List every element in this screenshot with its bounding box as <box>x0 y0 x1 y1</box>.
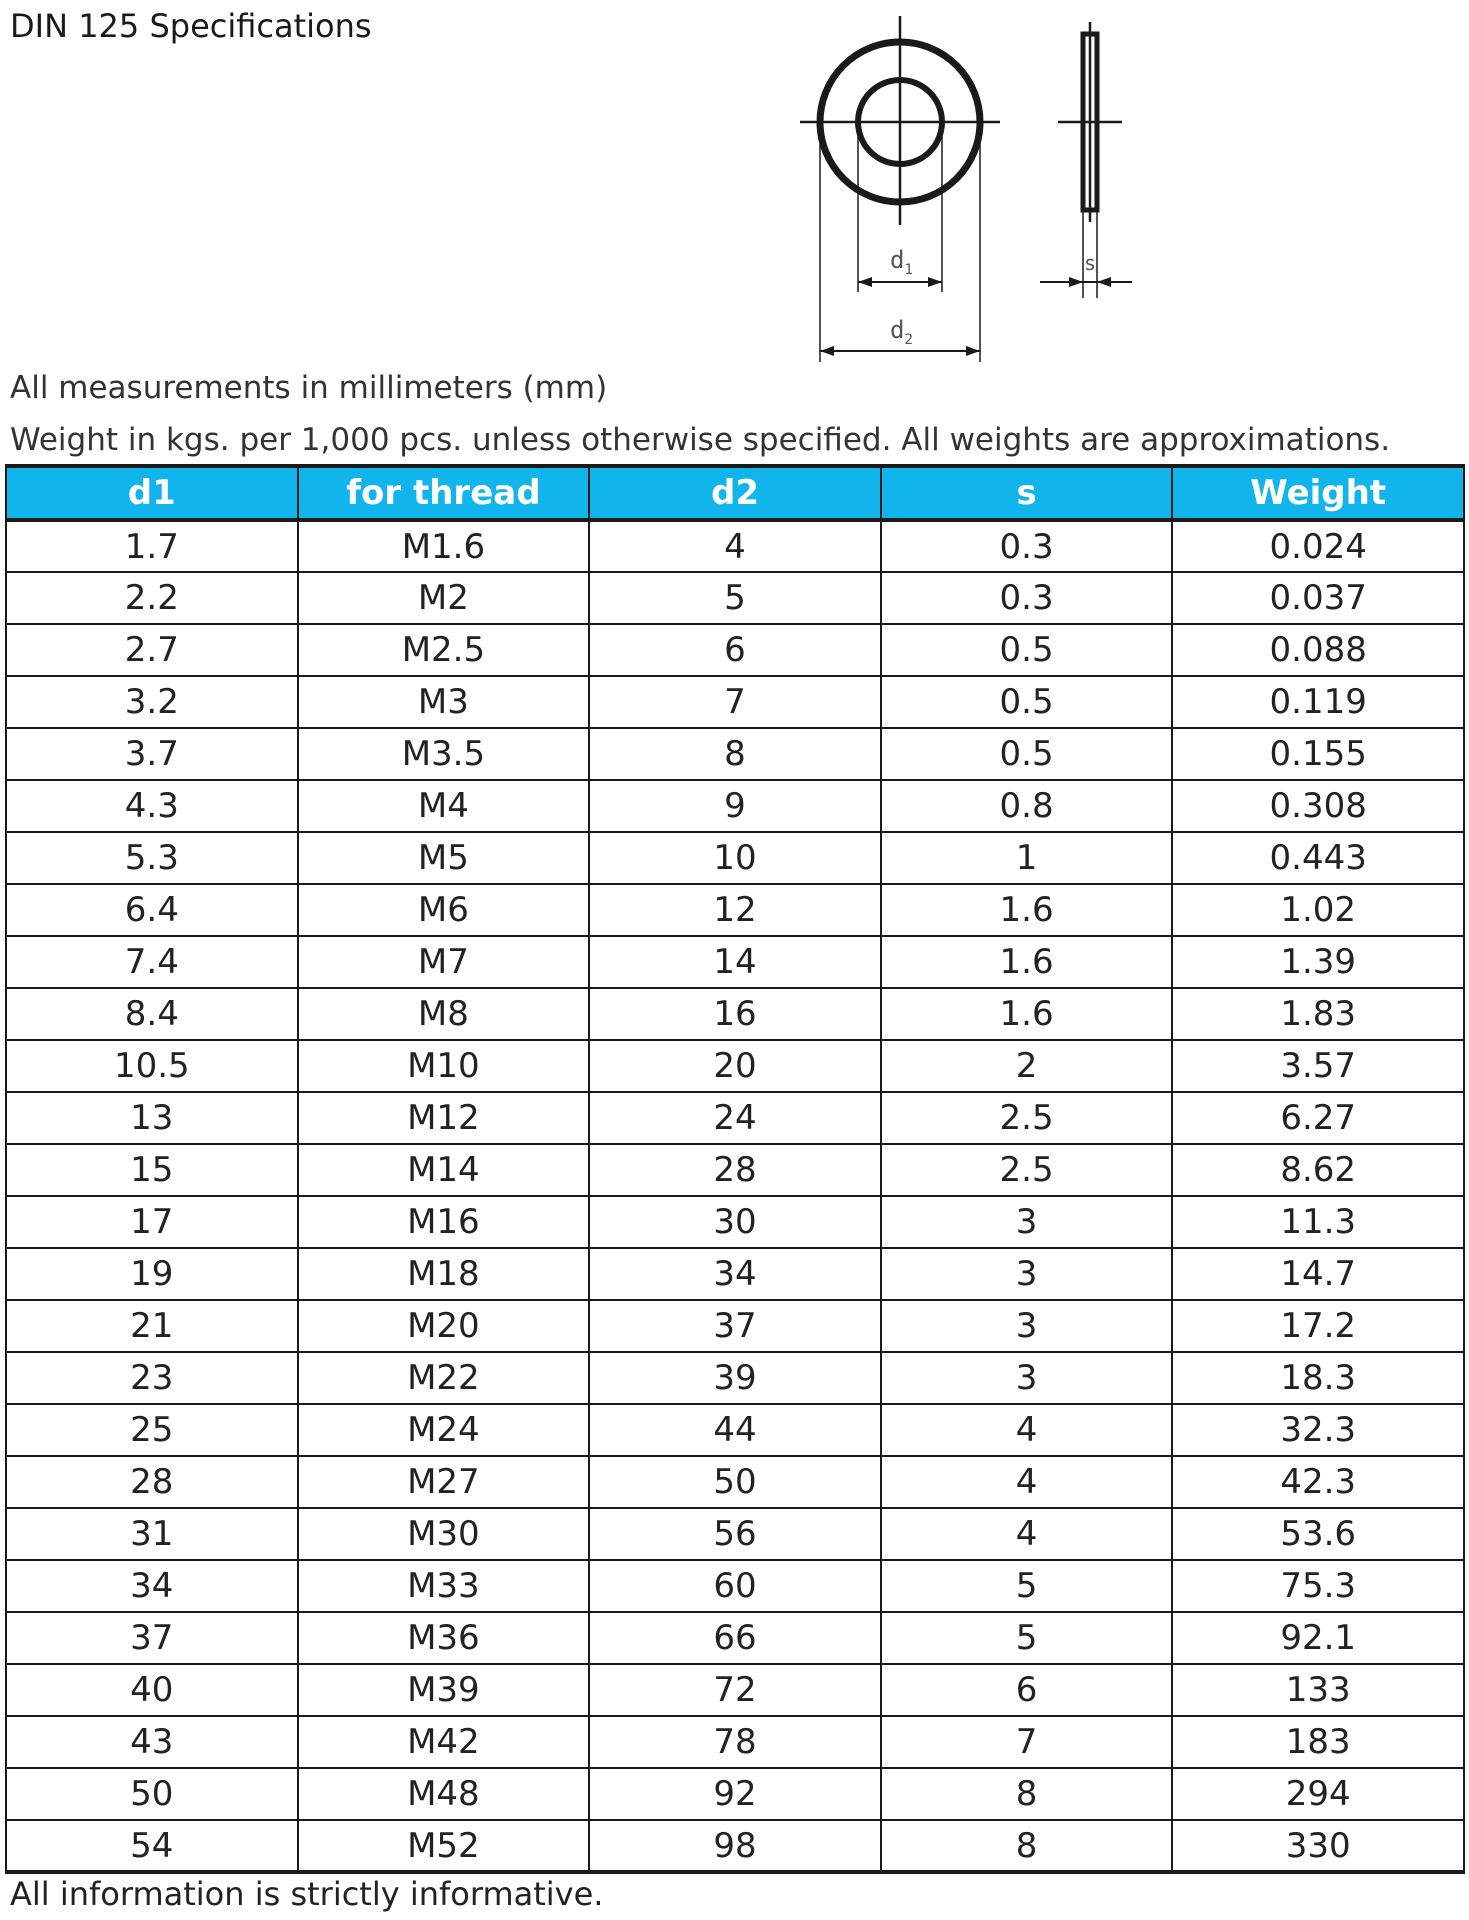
column-header-weight: Weight <box>1172 466 1464 520</box>
cell-d1: 10.5 <box>6 1040 298 1092</box>
cell-weight: 0.037 <box>1172 572 1464 624</box>
cell-weight: 294 <box>1172 1768 1464 1820</box>
cell-d1: 6.4 <box>6 884 298 936</box>
cell-thread: M8 <box>298 988 590 1040</box>
cell-weight: 75.3 <box>1172 1560 1464 1612</box>
cell-d1: 21 <box>6 1300 298 1352</box>
d2-label: $d_2$ <box>890 316 913 348</box>
cell-d1: 25 <box>6 1404 298 1456</box>
cell-s: 8 <box>881 1768 1173 1820</box>
cell-d1: 19 <box>6 1248 298 1300</box>
table-row <box>6 572 1464 624</box>
cell-d1: 23 <box>6 1352 298 1404</box>
cell-weight: 3.57 <box>1172 1040 1464 1092</box>
cell-s: 0.5 <box>881 728 1173 780</box>
cell-d2: 9 <box>589 780 881 832</box>
cell-d2: 14 <box>589 936 881 988</box>
cell-s: 3 <box>881 1300 1173 1352</box>
cell-weight: 6.27 <box>1172 1092 1464 1144</box>
cell-s: 8 <box>881 1820 1173 1872</box>
cell-s: 4 <box>881 1508 1173 1560</box>
cell-thread: M42 <box>298 1716 590 1768</box>
cell-weight: 0.155 <box>1172 728 1464 780</box>
cell-weight: 53.6 <box>1172 1508 1464 1560</box>
units-note: All measurements in millimeters (mm) <box>10 370 608 406</box>
cell-s: 2.5 <box>881 1144 1173 1196</box>
cell-d2: 6 <box>589 624 881 676</box>
footer-disclaimer: All information is strictly informative. <box>10 1875 604 1913</box>
cell-thread: M6 <box>298 884 590 936</box>
cell-thread: M7 <box>298 936 590 988</box>
table-row <box>6 1144 1464 1196</box>
cell-weight: 8.62 <box>1172 1144 1464 1196</box>
cell-thread: M22 <box>298 1352 590 1404</box>
cell-d2: 56 <box>589 1508 881 1560</box>
column-header-thread: for thread <box>298 466 590 520</box>
cell-d2: 4 <box>589 520 881 572</box>
cell-weight: 18.3 <box>1172 1352 1464 1404</box>
cell-thread: M3 <box>298 676 590 728</box>
cell-d1: 17 <box>6 1196 298 1248</box>
cell-weight: 0.119 <box>1172 676 1464 728</box>
cell-s: 4 <box>881 1404 1173 1456</box>
cell-d2: 10 <box>589 832 881 884</box>
table-row <box>6 1352 1464 1404</box>
cell-d1: 54 <box>6 1820 298 1872</box>
cell-d2: 92 <box>589 1768 881 1820</box>
cell-thread: M14 <box>298 1144 590 1196</box>
table-row <box>6 1820 1464 1872</box>
page-title: DIN 125 Specifications <box>10 7 372 45</box>
cell-d2: 28 <box>589 1144 881 1196</box>
cell-d1: 8.4 <box>6 988 298 1040</box>
cell-d2: 8 <box>589 728 881 780</box>
cell-thread: M33 <box>298 1560 590 1612</box>
cell-d1: 37 <box>6 1612 298 1664</box>
cell-d2: 30 <box>589 1196 881 1248</box>
cell-d2: 37 <box>589 1300 881 1352</box>
cell-d1: 5.3 <box>6 832 298 884</box>
column-header-d1: d1 <box>6 466 298 520</box>
cell-d2: 12 <box>589 884 881 936</box>
table-row <box>6 676 1464 728</box>
table-row <box>6 1040 1464 1092</box>
table-body <box>6 520 1464 1872</box>
table-row <box>6 624 1464 676</box>
table-row <box>6 936 1464 988</box>
table-row <box>6 1612 1464 1664</box>
table-row <box>6 1300 1464 1352</box>
cell-thread: M16 <box>298 1196 590 1248</box>
cell-thread: M5 <box>298 832 590 884</box>
cell-thread: M39 <box>298 1664 590 1716</box>
table-row <box>6 1664 1464 1716</box>
cell-weight: 14.7 <box>1172 1248 1464 1300</box>
table-row <box>6 1560 1464 1612</box>
cell-s: 5 <box>881 1560 1173 1612</box>
cell-weight: 92.1 <box>1172 1612 1464 1664</box>
cell-weight: 183 <box>1172 1716 1464 1768</box>
cell-s: 1 <box>881 832 1173 884</box>
cell-thread: M2 <box>298 572 590 624</box>
d1-label: $d_1$ <box>890 246 913 278</box>
cell-weight: 32.3 <box>1172 1404 1464 1456</box>
table-header-row <box>6 466 1464 520</box>
table-row <box>6 1768 1464 1820</box>
table-row <box>6 520 1464 572</box>
s-label: s <box>1084 251 1097 275</box>
column-header-s: s <box>881 466 1173 520</box>
cell-s: 0.5 <box>881 676 1173 728</box>
cell-thread: M48 <box>298 1768 590 1820</box>
table-row <box>6 1716 1464 1768</box>
cell-s: 3 <box>881 1248 1173 1300</box>
cell-d1: 31 <box>6 1508 298 1560</box>
cell-d2: 50 <box>589 1456 881 1508</box>
table-row <box>6 988 1464 1040</box>
cell-d1: 7.4 <box>6 936 298 988</box>
cell-thread: M10 <box>298 1040 590 1092</box>
cell-thread: M1.6 <box>298 520 590 572</box>
cell-d2: 16 <box>589 988 881 1040</box>
cell-d1: 50 <box>6 1768 298 1820</box>
cell-thread: M30 <box>298 1508 590 1560</box>
cell-s: 4 <box>881 1456 1173 1508</box>
cell-weight: 1.39 <box>1172 936 1464 988</box>
table-row <box>6 884 1464 936</box>
cell-s: 0.3 <box>881 520 1173 572</box>
cell-d1: 1.7 <box>6 520 298 572</box>
cell-d1: 43 <box>6 1716 298 1768</box>
table-row <box>6 780 1464 832</box>
cell-s: 2.5 <box>881 1092 1173 1144</box>
cell-d1: 2.7 <box>6 624 298 676</box>
cell-d1: 3.2 <box>6 676 298 728</box>
column-header-d2: d2 <box>589 466 881 520</box>
cell-thread: M24 <box>298 1404 590 1456</box>
table-row <box>6 1248 1464 1300</box>
cell-d1: 4.3 <box>6 780 298 832</box>
cell-d2: 98 <box>589 1820 881 1872</box>
cell-thread: M52 <box>298 1820 590 1872</box>
specifications-table <box>5 464 1465 1874</box>
weight-note: Weight in kgs. per 1,000 pcs. unless otherwise specified. All weights are approximations. <box>10 422 1391 458</box>
cell-d1: 13 <box>6 1092 298 1144</box>
table-row <box>6 1092 1464 1144</box>
cell-s: 1.6 <box>881 988 1173 1040</box>
cell-s: 1.6 <box>881 884 1173 936</box>
table-row <box>6 832 1464 884</box>
cell-thread: M20 <box>298 1300 590 1352</box>
cell-weight: 0.088 <box>1172 624 1464 676</box>
cell-weight: 11.3 <box>1172 1196 1464 1248</box>
cell-weight: 1.02 <box>1172 884 1464 936</box>
table-row <box>6 1508 1464 1560</box>
cell-weight: 1.83 <box>1172 988 1464 1040</box>
cell-d2: 66 <box>589 1612 881 1664</box>
cell-weight: 0.308 <box>1172 780 1464 832</box>
washer-drawing <box>790 10 1140 370</box>
cell-s: 5 <box>881 1612 1173 1664</box>
cell-weight: 42.3 <box>1172 1456 1464 1508</box>
cell-d1: 3.7 <box>6 728 298 780</box>
cell-weight: 330 <box>1172 1820 1464 1872</box>
cell-s: 0.5 <box>881 624 1173 676</box>
cell-d1: 15 <box>6 1144 298 1196</box>
cell-d1: 2.2 <box>6 572 298 624</box>
cell-d2: 24 <box>589 1092 881 1144</box>
cell-d2: 7 <box>589 676 881 728</box>
table-row <box>6 728 1464 780</box>
cell-d1: 28 <box>6 1456 298 1508</box>
cell-d2: 72 <box>589 1664 881 1716</box>
cell-d2: 20 <box>589 1040 881 1092</box>
table-row <box>6 1456 1464 1508</box>
cell-thread: M2.5 <box>298 624 590 676</box>
cell-thread: M27 <box>298 1456 590 1508</box>
cell-d2: 34 <box>589 1248 881 1300</box>
cell-d2: 39 <box>589 1352 881 1404</box>
cell-weight: 0.024 <box>1172 520 1464 572</box>
cell-s: 0.3 <box>881 572 1173 624</box>
cell-d1: 34 <box>6 1560 298 1612</box>
cell-d1: 40 <box>6 1664 298 1716</box>
cell-thread: M18 <box>298 1248 590 1300</box>
cell-s: 0.8 <box>881 780 1173 832</box>
cell-weight: 0.443 <box>1172 832 1464 884</box>
cell-s: 3 <box>881 1196 1173 1248</box>
cell-s: 1.6 <box>881 936 1173 988</box>
table-row <box>6 1404 1464 1456</box>
cell-thread: M36 <box>298 1612 590 1664</box>
cell-d2: 78 <box>589 1716 881 1768</box>
cell-weight: 17.2 <box>1172 1300 1464 1352</box>
cell-thread: M4 <box>298 780 590 832</box>
cell-s: 6 <box>881 1664 1173 1716</box>
cell-s: 2 <box>881 1040 1173 1092</box>
cell-thread: M3.5 <box>298 728 590 780</box>
cell-d2: 5 <box>589 572 881 624</box>
cell-thread: M12 <box>298 1092 590 1144</box>
cell-weight: 133 <box>1172 1664 1464 1716</box>
cell-d2: 60 <box>589 1560 881 1612</box>
cell-s: 3 <box>881 1352 1173 1404</box>
cell-s: 7 <box>881 1716 1173 1768</box>
cell-d2: 44 <box>589 1404 881 1456</box>
table-row <box>6 1196 1464 1248</box>
